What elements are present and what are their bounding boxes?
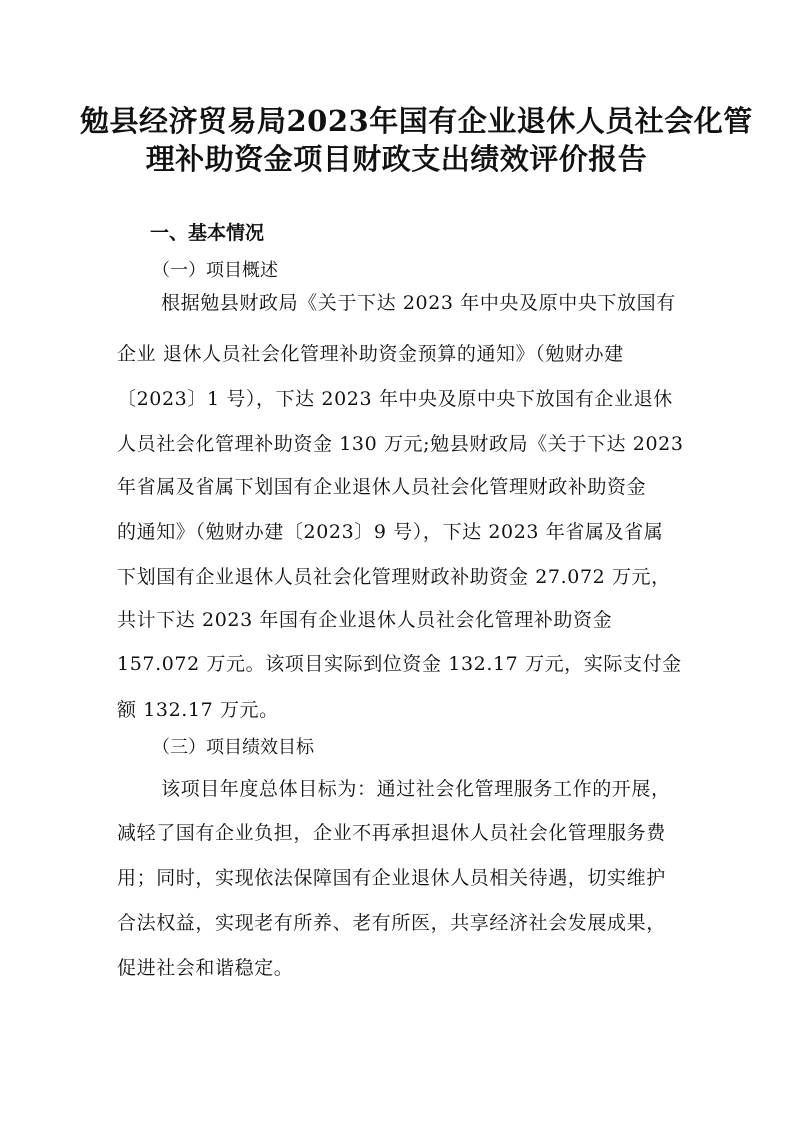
paragraph-line: 共计下达 2023 年国有企业退休人员社会化管理补助资金 [117,609,613,631]
subsection-heading-performance-goals: （三）项目绩效目标 [152,737,314,758]
report-title-line-2: 理补助资金项目财政支出绩效评价报告 [145,142,648,176]
paragraph-line: 〔2023〕1 号），下达 2023 年中央及原中央下放国有企业退休 [117,388,673,410]
report-title-line-1: 勉县经济贸易局2023年国有企业退休人员社会化管 [80,104,753,138]
section-heading-basic-info: 一、基本情况 [150,222,265,244]
paragraph-line: 减轻了国有企业负担，企业不再承担退休人员社会化管理服务费 [117,822,666,844]
paragraph-line: 企业 退休人员社会化管理补助资金预算的通知》（勉财办建 [117,343,624,365]
paragraph-line: 根据勉县财政局《关于下达 2023 年中央及原中央下放国有 [161,292,676,314]
paragraph-line: 额 132.17 万元。 [117,699,279,721]
subsection-heading-overview: （一）项目概述 [152,260,278,281]
paragraph-line: 下划国有企业退休人员社会化管理财政补助资金 27.072 万元， [117,566,671,588]
paragraph-line: 年省属及省属下划国有企业退休人员社会化管理财政补助资金 [117,476,647,498]
paragraph-line: 用；同时，实现依法保障国有企业退休人员相关待遇，切实维护 [117,867,666,889]
paragraph-line: 人员社会化管理补助资金 130 万元;勉县财政局《关于下达 2023 [117,433,684,455]
paragraph-line: 的通知》（勉财办建〔2023〕9 号），下达 2023 年省属及省属 [117,521,664,543]
paragraph-line: 157.072 万元。该项目实际到位资金 132.17 万元，实际支付金 [117,653,682,675]
paragraph-line: 促进社会和谐稳定。 [117,957,294,979]
paragraph-line: 合法权益，实现老有所养、老有所医，共享经济社会发展成果， [117,912,666,934]
paragraph-line: 该项目年度总体目标为：通过社会化管理服务工作的开展， [161,778,671,800]
